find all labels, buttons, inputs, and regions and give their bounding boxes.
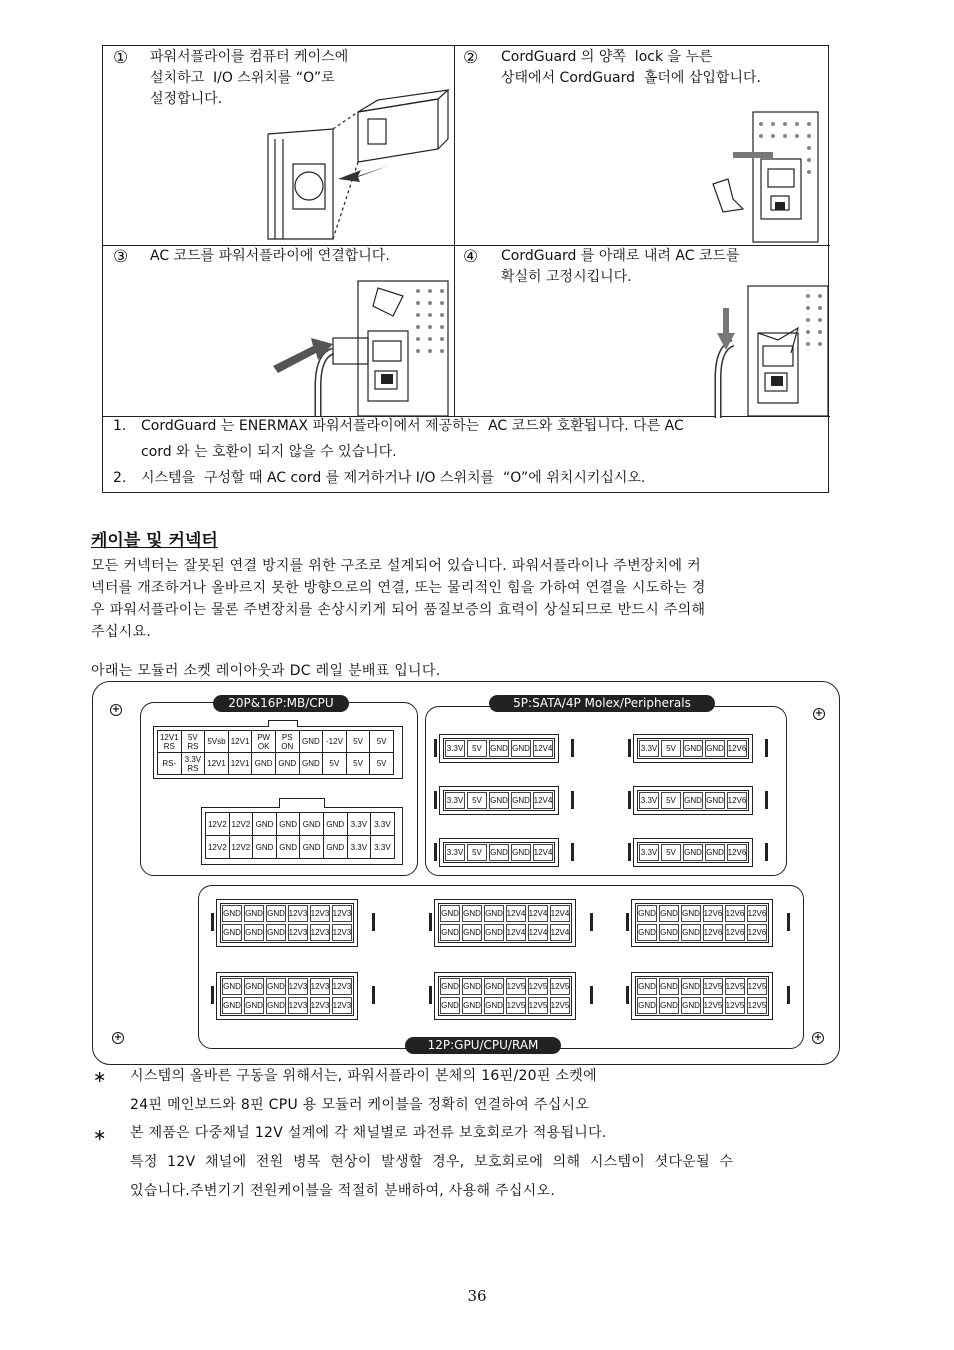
pin-label: GND (244, 997, 264, 1014)
socket-latch (628, 843, 631, 861)
pin-label: 12V6 (747, 924, 767, 941)
footnote-1-mark: ∗ (93, 1067, 107, 1086)
pin-label: GND (683, 792, 703, 809)
pin-label: 12V2 (206, 836, 230, 859)
pin-label: GND (637, 905, 657, 922)
pin-label: GND (659, 997, 679, 1014)
pin-label: GND (299, 731, 323, 753)
pin-label: RS- (158, 753, 182, 775)
pin-label: 12V2 (206, 813, 230, 836)
pin-label: GND (276, 813, 300, 836)
pin-label: GND (484, 924, 504, 941)
pin-label: 5V (346, 731, 370, 753)
peripherals-label: 5P:SATA/4P Molex/Peripherals (489, 695, 715, 712)
mb-cpu-label: 20P&16P:MB/CPU (213, 695, 349, 712)
main-atx-socket (153, 726, 403, 779)
pin-label: 12V5 (550, 997, 570, 1014)
pin-label: 3.3V RS (181, 753, 205, 775)
pin-label: GND (323, 813, 347, 836)
pin-label: 12V4 (550, 905, 570, 922)
pin-label: 12V6 (725, 905, 745, 922)
socket-latch (590, 986, 593, 1004)
footnote-2-mark: ∗ (93, 1125, 107, 1144)
pin-label: 3.3V (639, 792, 659, 809)
pin-label: 12V3 (332, 978, 352, 995)
socket-latch (571, 843, 574, 861)
pin-label: 3.3V (445, 792, 465, 809)
pin-label: PS ON (275, 731, 299, 753)
pin-label: GND (253, 836, 277, 859)
gpu-socket (216, 972, 358, 1020)
pin-label: GND (659, 905, 679, 922)
pin-label: 12V1 RS (158, 731, 182, 753)
peripheral-socket (439, 734, 559, 763)
pin-label: 5V (370, 731, 394, 753)
cordguard-insert-illustration (693, 104, 828, 244)
note-1-number: 1. (113, 418, 127, 434)
pin-label: 12V3 (332, 924, 352, 941)
pin-label: 12V5 (725, 997, 745, 1014)
socket-latch (628, 739, 631, 757)
pin-label: GND (705, 792, 725, 809)
pin-label: 12V3 (310, 905, 330, 922)
screw-icon: + (111, 704, 121, 715)
socket-latch (429, 986, 432, 1004)
peripheral-socket (633, 734, 753, 763)
pin-label: 12V3 (310, 997, 330, 1014)
pin-label: 12V4 (506, 905, 526, 922)
pin-label: 3.3V (445, 844, 465, 861)
modular-socket-diagram (92, 681, 840, 1065)
pin-label: 12V5 (725, 978, 745, 995)
pin-label: 12V2 (229, 836, 253, 859)
installation-steps-table (102, 45, 829, 493)
gpu-cpu-ram-label: 12P:GPU/CPU/RAM (405, 1037, 561, 1054)
pin-label: 12V3 (332, 905, 352, 922)
pin-label: GND (683, 844, 703, 861)
pin-label: GND (253, 813, 277, 836)
pin-label: 5V (661, 740, 681, 757)
pin-label: GND (222, 905, 242, 922)
socket-latch (628, 791, 631, 809)
pin-label: 12V2 (229, 813, 253, 836)
pin-label: GND (266, 978, 286, 995)
pin-label: 12V3 (310, 978, 330, 995)
socket-latch (211, 913, 214, 931)
pin-label: 12V5 (528, 997, 548, 1014)
pin-label: 5V (346, 753, 370, 775)
pin-label: 12V6 (725, 924, 745, 941)
pin-label: 12V4 (550, 924, 570, 941)
pin-label: 12V3 (310, 924, 330, 941)
pin-label: GND (511, 844, 531, 861)
socket-latch (372, 913, 375, 931)
step-1-number: ① (113, 48, 129, 68)
pin-label: 12V5 (506, 997, 526, 1014)
pin-label: 12V5 (528, 978, 548, 995)
footnote-1-text: 시스템의 올바른 구동을 위해서는, 파워서플라이 본체의 16핀/20핀 소켓에 24핀 메인보드와 8핀 CPU 용 모듈러 케이블을 정확히 연결하여 주십시오 (130, 1068, 597, 1113)
step-4-number: ④ (463, 247, 479, 267)
pin-label: 12V4 (528, 924, 548, 941)
pin-label: GND (252, 753, 276, 775)
pin-label: 12V5 (747, 997, 767, 1014)
screw-icon: + (113, 1032, 123, 1043)
pin-label: 3.3V (639, 844, 659, 861)
pin-label: GND (484, 997, 504, 1014)
socket-latch (765, 843, 768, 861)
socket-latch (268, 720, 298, 727)
pin-label: GND (637, 997, 657, 1014)
socket-latch (571, 739, 574, 757)
gpu-socket (434, 899, 576, 947)
screw-icon: + (813, 1032, 823, 1043)
socket-latch (211, 986, 214, 1004)
pin-label: 12V6 (703, 924, 723, 941)
peripheral-socket (633, 786, 753, 815)
pin-label: GND (489, 740, 509, 757)
pin-label: GND (300, 813, 324, 836)
gpu-socket (631, 972, 773, 1020)
step-2-text: CordGuard 의 양쪽 lock 을 누른 상태에서 CordGuard 홀더에 삽입합니다. (501, 49, 761, 86)
pin-label: GND (276, 836, 300, 859)
pin-label: 5Vsb (205, 731, 229, 753)
pin-label: GND (222, 924, 242, 941)
pin-label: GND (705, 844, 725, 861)
pin-label: GND (222, 978, 242, 995)
pin-label: 12V3 (332, 997, 352, 1014)
pin-label: GND (462, 978, 482, 995)
pin-label: 3.3V (347, 813, 371, 836)
pin-label: PW OK (252, 731, 276, 753)
pin-label: GND (440, 997, 460, 1014)
pin-label: GND (323, 836, 347, 859)
pin-label: GND (484, 978, 504, 995)
pin-label: GND (462, 997, 482, 1014)
pin-label: 12V3 (288, 924, 308, 941)
pin-label: GND (300, 836, 324, 859)
pin-label: -12V (323, 731, 347, 753)
table-divider (454, 46, 455, 416)
pin-label: GND (266, 997, 286, 1014)
pin-label: GND (484, 905, 504, 922)
peripheral-socket (633, 838, 753, 867)
socket-latch (787, 913, 790, 931)
pin-label: 12V3 (288, 997, 308, 1014)
pin-label: GND (222, 997, 242, 1014)
pin-label: GND (659, 978, 679, 995)
peripheral-socket (439, 786, 559, 815)
pin-label: 3.3V (347, 836, 371, 859)
pin-label: 12V4 (533, 740, 553, 757)
note-2-number: 2. (113, 470, 127, 486)
note-2-text: 시스템을 구성할 때 AC cord 를 제거하거나 I/O 스위치를 “O”에 위치시키십시오. (141, 470, 646, 486)
pin-label: 12V6 (727, 740, 747, 757)
page-number: 36 (467, 1287, 487, 1305)
pin-label: 12V4 (533, 792, 553, 809)
pin-label: 12V4 (533, 844, 553, 861)
pin-label: 5V (661, 844, 681, 861)
pin-label: 12V5 (703, 997, 723, 1014)
note-1-text: CordGuard 는 ENERMAX 파워서플라이에서 제공하는 AC 코드와 호환됩니다. 다른 AC cord 와 는 호환이 되지 않을 수 있습니다. (141, 418, 684, 460)
pin-label: GND (681, 978, 701, 995)
socket-latch (434, 843, 437, 861)
ac-cord-connect-illustration (273, 276, 453, 416)
step-4-text: CordGuard 를 아래로 내려 AC 코드를 확실히 고정시킵니다. (501, 248, 740, 285)
screw-icon: + (814, 708, 824, 719)
pin-label: 12V4 (528, 905, 548, 922)
cpu-socket (201, 807, 403, 865)
pin-label: GND (244, 978, 264, 995)
pin-label: 5V (467, 740, 487, 757)
pin-label: GND (489, 792, 509, 809)
pin-label: 5V (323, 753, 347, 775)
pin-label: GND (681, 924, 701, 941)
socket-latch (765, 739, 768, 757)
pin-label: 5V (370, 753, 394, 775)
pin-label: GND (705, 740, 725, 757)
peripheral-socket (439, 838, 559, 867)
pin-label: 12V3 (288, 978, 308, 995)
pin-label: 5V RS (181, 731, 205, 753)
pin-label: GND (462, 905, 482, 922)
pin-label: 12V6 (747, 905, 767, 922)
pin-label: 12V6 (727, 792, 747, 809)
step-3-number: ③ (113, 247, 129, 267)
section-intro: 아래는 모듈러 소켓 레이아웃과 DC 레일 분배표 입니다. (91, 663, 441, 679)
socket-latch (626, 913, 629, 931)
gpu-socket (216, 899, 358, 947)
pin-label: 12V3 (288, 905, 308, 922)
pin-label: 12V1 (228, 731, 252, 753)
pin-label: GND (681, 905, 701, 922)
gpu-socket (631, 899, 773, 947)
pin-label: 12V1 (228, 753, 252, 775)
pin-label: GND (462, 924, 482, 941)
pin-label: GND (489, 844, 509, 861)
pin-label: GND (440, 978, 460, 995)
pin-label: GND (299, 753, 323, 775)
pin-label: 3.3V (445, 740, 465, 757)
pin-label: 5V (661, 792, 681, 809)
cordguard-secure-illustration (703, 278, 828, 418)
pin-label: 5V (467, 792, 487, 809)
socket-latch (787, 986, 790, 1004)
pin-label: 12V5 (506, 978, 526, 995)
socket-latch (434, 739, 437, 757)
pin-label: GND (511, 792, 531, 809)
pin-label: 3.3V (371, 813, 395, 836)
pin-label: GND (266, 924, 286, 941)
pin-label: 12V4 (506, 924, 526, 941)
section-heading: 케이블 및 커넥터 (91, 531, 218, 551)
step-3-text: AC 코드를 파워서플라이에 연결합니다. (150, 248, 390, 264)
pin-label: GND (637, 924, 657, 941)
pin-label: 12V6 (703, 905, 723, 922)
pin-label: 12V5 (550, 978, 570, 995)
psu-install-illustration (263, 94, 453, 244)
pin-label: GND (440, 905, 460, 922)
pin-label: 3.3V (639, 740, 659, 757)
socket-latch (626, 986, 629, 1004)
pin-label: 12V6 (727, 844, 747, 861)
gpu-socket (434, 972, 576, 1020)
pin-label: GND (275, 753, 299, 775)
pin-label: GND (681, 997, 701, 1014)
socket-latch (429, 913, 432, 931)
pin-label: GND (683, 740, 703, 757)
socket-latch (372, 986, 375, 1004)
pin-label: GND (511, 740, 531, 757)
footnote-2-text: 본 제품은 다중채널 12V 설계에 각 채널별로 과전류 보호회로가 적용됩니다. 특정 12V 채널에 전원 병목 현상이 발생할 경우, 보호회로에 의해 시스템이 셧다운될 수 있습니다.주변기기 전원케이블을 적절히 분배하여, 사용해 주십시오. (130, 1125, 734, 1199)
socket-latch (571, 791, 574, 809)
pin-label: GND (659, 924, 679, 941)
socket-latch (765, 791, 768, 809)
pin-label: 5V (467, 844, 487, 861)
step-1-text: 파워서플라이를 컴퓨터 케이스에 설치하고 I/O 스위치를 “O”로 설정합니다. (150, 49, 349, 107)
pin-label: GND (440, 924, 460, 941)
pin-label: 3.3V (371, 836, 395, 859)
pin-label: GND (244, 905, 264, 922)
pin-label: 12V1 (205, 753, 229, 775)
step-2-number: ② (463, 48, 479, 68)
section-paragraph: 모든 커넥터는 잘못된 연결 방지를 위한 구조로 설계되어 있습니다. 파워서플라이나 주변장치에 커 넥터를 개조하거나 올바르지 못한 방향으로의 연결, 또는 물리적인 힘을 가하여 연결을 시도하는 경 우 파워서플라이는 물론 주변장치를 손상시키게 되어 품질보증의 효력이 상실되므로 반드시 주의해 주십시요. (91, 558, 706, 640)
socket-latch (434, 791, 437, 809)
pin-label: 12V5 (747, 978, 767, 995)
socket-latch (279, 798, 325, 808)
pin-label: 12V5 (703, 978, 723, 995)
pin-label: GND (637, 978, 657, 995)
pin-label: GND (266, 905, 286, 922)
socket-latch (590, 913, 593, 931)
pin-label: GND (244, 924, 264, 941)
